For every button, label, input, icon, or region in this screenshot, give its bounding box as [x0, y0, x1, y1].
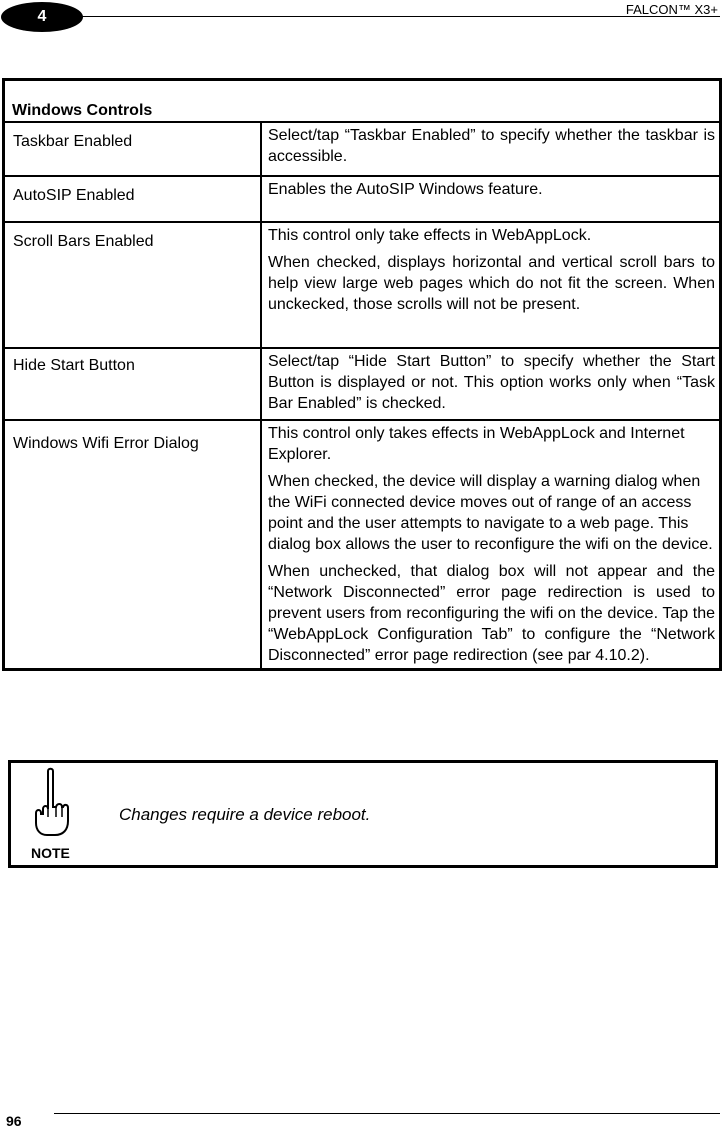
description-paragraph: When checked, the device will display a warning dialog when the WiFi connected device moves out of range of an access point and the user attempts to navigate to a web page. This dialog box allows the user to reconfigure the wifi on the device.: [268, 473, 713, 553]
description-paragraph: When checked, displays horizontal and vertical scroll bars to help view large web pages which do not fit the screen. When unckecked, those scrolls will not be present.: [268, 254, 715, 313]
description-paragraph: Select/tap “Taskbar Enabled” to specify whether the taskbar is accessible.: [268, 127, 715, 165]
note-box: [8, 760, 718, 868]
footer-rule: [54, 1113, 720, 1114]
pointing-hand-icon: [33, 767, 69, 837]
control-name: Scroll Bars Enabled: [5, 223, 262, 347]
windows-controls-table: [2, 78, 722, 671]
control-description: [262, 223, 719, 347]
control-name: Taskbar Enabled: [5, 123, 262, 175]
document-title: FALCON™ X3+: [625, 2, 718, 17]
control-description: [262, 177, 719, 221]
header-rule: [60, 16, 720, 17]
table-row: [5, 421, 719, 668]
chapter-badge: 4: [1, 2, 83, 32]
control-name: AutoSIP Enabled: [5, 177, 262, 221]
description-paragraph: Select/tap “Hide Start Button” to specify whether the Start Button is displayed or not. This option works only when “Task Bar Enabled” is checked.: [268, 353, 715, 412]
note-text: Changes require a device reboot.: [119, 805, 371, 824]
control-description: [262, 421, 719, 668]
description-paragraph: When unchecked, that dialog box will not appear and the “Network Disconnected” error page redirection is used to prevent users from reconfiguring the wifi on the device. Tap the “WebAppLock Configuration Tab” to configure the “Network Disconnected” error page redirection (see par 4.10.2).: [268, 563, 715, 664]
table-row: [5, 223, 719, 349]
section-title: Windows Controls: [5, 81, 719, 123]
description-paragraph: This control only takes effects in WebAppLock and Internet Explorer.: [268, 425, 685, 463]
control-description: [262, 123, 719, 175]
control-description: [262, 349, 719, 419]
table-row: [5, 177, 719, 223]
note-label: NOTE: [31, 845, 70, 861]
description-paragraph: Enables the AutoSIP Windows feature.: [268, 181, 543, 198]
control-name: Windows Wifi Error Dialog: [5, 421, 262, 668]
table-row: [5, 349, 719, 421]
description-paragraph: This control only take effects in WebAppLock.: [268, 227, 592, 244]
page-number: 96: [6, 1113, 22, 1129]
table-row: [5, 123, 719, 177]
control-name: Hide Start Button: [5, 349, 262, 419]
